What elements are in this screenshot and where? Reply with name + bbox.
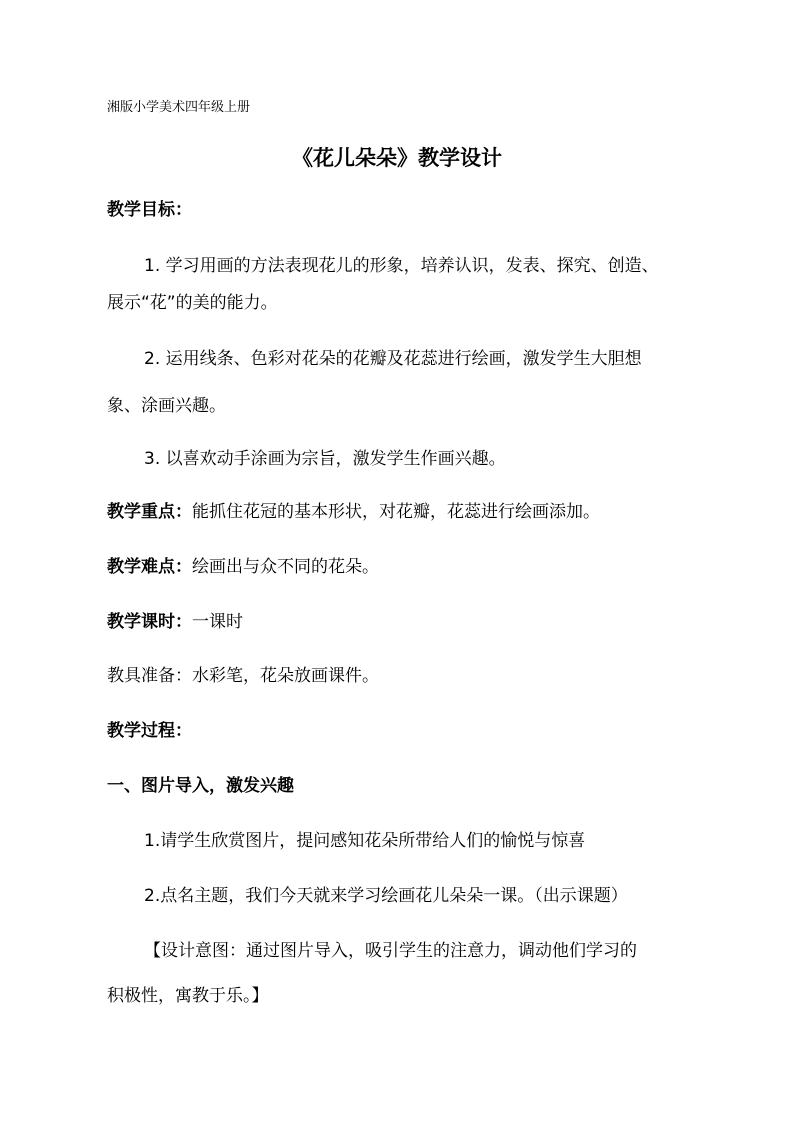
hours-text: 一课时: [192, 612, 243, 632]
design-intent-line-1: 【设计意图：通过图片导入，吸引学生的注意力，调动他们学习的: [144, 941, 637, 961]
objective-2-line-2: 象、涂画兴趣。: [107, 396, 226, 416]
objective-3: 3. 以喜欢动手涂画为宗旨，激发学生作画兴趣。: [144, 449, 506, 469]
difficulty-text: 绘画出与众不同的花朵。: [192, 557, 379, 577]
document-title: 《花儿朵朵》教学设计: [292, 146, 502, 170]
design-intent-line-2: 积极性，寓教于乐。】: [107, 986, 269, 1006]
section-1-heading: 一、图片导入，激发兴趣: [107, 776, 294, 796]
tools-paragraph: 教具准备：水彩笔，花朵放画课件。: [107, 666, 379, 686]
difficulty-paragraph: [107, 555, 379, 579]
key-points-label: 教学重点：: [107, 502, 192, 522]
hours-paragraph: [107, 610, 243, 634]
key-points-paragraph: [107, 500, 600, 524]
objective-1-line-1: 1. 学习用画的方法表现花儿的形象，培养认识，发表、探究、创造、: [144, 256, 659, 276]
objective-1-line-2: 展示“花”的美的能力。: [107, 293, 278, 313]
step-2: 2.点名主题，我们今天就来学习绘画花儿朵朵一课。（出示课题）: [144, 886, 628, 906]
document-header: 湘版小学美术四年级上册: [107, 100, 251, 115]
objectives-heading: 教学目标：: [107, 200, 192, 220]
difficulty-label: 教学难点：: [107, 557, 192, 577]
process-heading: 教学过程：: [107, 721, 192, 741]
objective-2-line-1: 2. 运用线条、色彩对花朵的花瓣及花蕊进行绘画，激发学生大胆想: [144, 349, 642, 369]
step-1: 1.请学生欣赏图片，提问感知花朵所带给人们的愉悦与惊喜: [144, 831, 586, 851]
key-points-text: 能抓住花冠的基本形状，对花瓣，花蕊进行绘画添加。: [192, 502, 600, 522]
hours-label: 教学课时：: [107, 612, 192, 632]
